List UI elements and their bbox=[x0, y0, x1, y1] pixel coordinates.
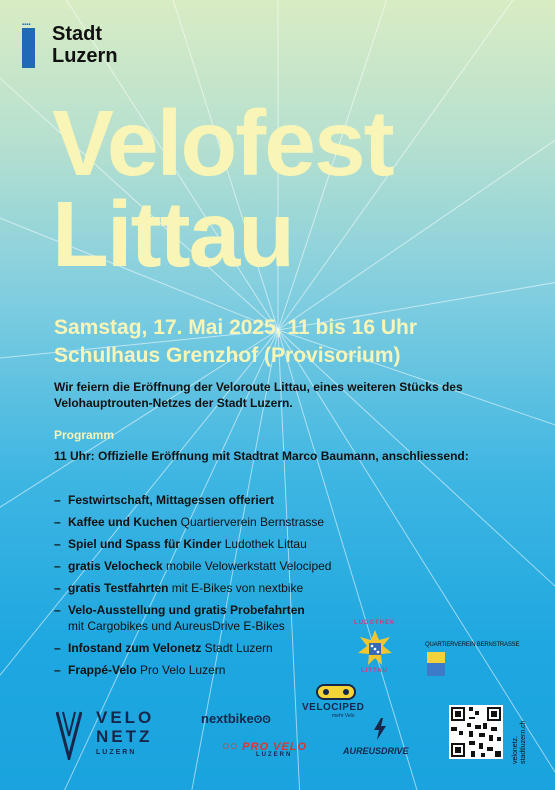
nextbike-logo bbox=[201, 711, 271, 726]
nextbike-text: nextbike bbox=[201, 711, 254, 726]
quartierverein-logo bbox=[425, 642, 540, 678]
provelo-name: PRO VELO bbox=[242, 741, 308, 753]
logo-line-1: Stadt bbox=[52, 23, 102, 45]
title-line-2: Littau bbox=[52, 182, 294, 286]
event-location: Schulhaus Grenzhof (Provisorium) bbox=[54, 344, 401, 367]
lightning-icon bbox=[373, 718, 387, 740]
velonetz-line-3: LUZERN bbox=[96, 749, 137, 756]
provelo-sub: LUZERN bbox=[256, 752, 293, 758]
bike-icon: ʘʘ bbox=[253, 714, 271, 726]
intro-text: Wir feiern die Eröffnung der Veloroute Littau, eines weiteren Stücks des Velohauptrouten-Netzes der Stadt Luzern. bbox=[54, 380, 463, 410]
title-line-1: Velofest bbox=[52, 91, 393, 195]
provelo-wheels-icon: ○○ bbox=[222, 738, 238, 753]
aureusdrive-text: AUREUSDRIVE bbox=[343, 746, 409, 756]
event-date-time: Samstag, 17. Mai 2025, 11 bis 16 Uhr bbox=[54, 316, 418, 339]
velonetz-v-icon bbox=[56, 710, 82, 760]
website-vertical bbox=[512, 700, 526, 764]
aureusdrive-logo bbox=[343, 718, 423, 758]
stadt-luzern-logo bbox=[52, 23, 118, 67]
stadt-luzern-logo-icon bbox=[22, 28, 35, 68]
ludothek-bottom-text: LITTAU bbox=[361, 668, 388, 674]
velociped-name: VELOCIPED bbox=[302, 702, 365, 713]
velociped-logo bbox=[298, 683, 378, 719]
list-item: – Infostand zum Velonetz Stadt Luzern bbox=[54, 641, 273, 655]
list-item: – gratis Velocheck mobile Velowerkstatt Velociped bbox=[54, 559, 332, 573]
logo-dots-icon: ▪▪▪▪ bbox=[22, 22, 31, 28]
qr-code[interactable] bbox=[449, 705, 503, 759]
provelo-logo bbox=[222, 737, 332, 761]
list-item: – Velo-Ausstellung und gratis Probefahrten mit Cargobikes und AureusDrive E-Bikes bbox=[54, 603, 305, 633]
website-url[interactable] bbox=[512, 700, 528, 764]
velociped-tagline: mehr Velo bbox=[332, 713, 355, 719]
list-item: – Kaffee und Kuchen Quartierverein Bernstrasse bbox=[54, 515, 325, 529]
website-line-1: velonetz. bbox=[512, 735, 519, 764]
velonetz-line-1: VELO bbox=[96, 708, 155, 727]
velonetz-logo bbox=[56, 708, 186, 763]
velonetz-line-2: NETZ bbox=[96, 727, 153, 746]
ludothek-littau-logo bbox=[352, 620, 398, 674]
program-opening: 11 Uhr: Offizielle Eröffnung mit Stadtrat Marco Baumann, anschliessend: bbox=[54, 449, 469, 463]
list-item: – gratis Testfahrten mit E-Bikes von nextbike bbox=[54, 581, 304, 595]
ludothek-top-text: LUDOTHEK bbox=[354, 620, 396, 626]
event-title bbox=[52, 91, 393, 286]
chain-icon bbox=[316, 683, 356, 701]
list-item: – Frappé-Velo Pro Velo Luzern bbox=[54, 663, 226, 677]
logo-line-2: Luzern bbox=[52, 45, 118, 67]
event-details bbox=[54, 314, 417, 370]
quartierverein-text: QUARTIERVEREIN BERNSTRASSE bbox=[425, 642, 520, 648]
website-line-2: stadtluzern.ch bbox=[520, 720, 527, 764]
list-item: – Spiel und Spass für Kinder Ludothek Littau bbox=[54, 537, 307, 551]
qr-code-icon bbox=[449, 705, 503, 759]
program-heading: Programm bbox=[54, 428, 115, 442]
ludothek-star-icon bbox=[352, 624, 398, 674]
quartierverein-emblem-icon bbox=[427, 652, 445, 676]
list-item: – Festwirtschaft, Mittagessen offeriert bbox=[54, 493, 275, 507]
